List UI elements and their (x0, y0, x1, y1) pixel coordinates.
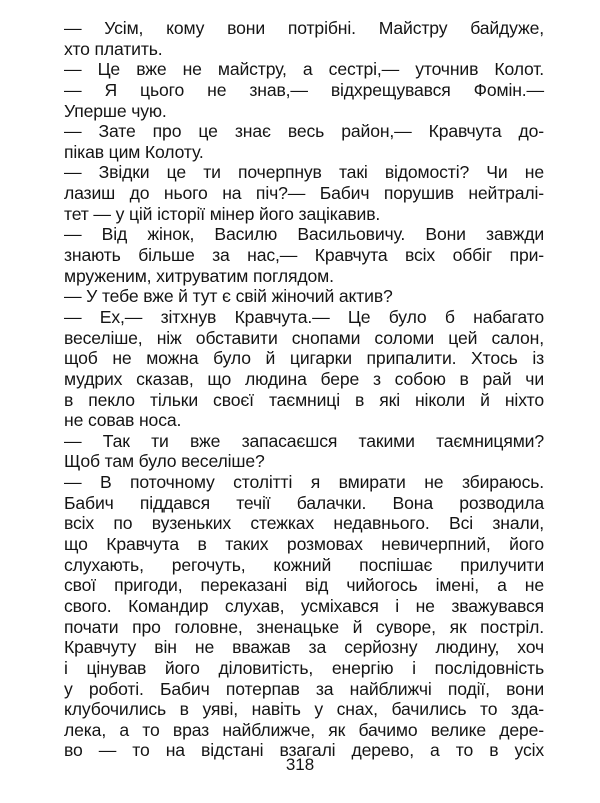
text-line: пікав цим Колоту. (64, 141, 204, 162)
text-line: хто платить. (64, 38, 163, 59)
page-body (64, 18, 544, 761)
text-line: мруженим, хитруватим поглядом. (64, 265, 334, 286)
text-line: Бабич піддався течії балачки. Вона розводила (64, 492, 544, 513)
page-number: 318 (285, 755, 315, 774)
text-line: всіх по вузеньких стежках недавнього. Всі знали, (64, 513, 544, 534)
text-line: — Це вже не майстру, а сестрі,— уточнив Колот. (64, 59, 544, 80)
text-line: лека, а то враз найближче, як бачимо велике дере- (64, 719, 544, 740)
text-line: в пекло тільки своєї таємниці в які ніколи й ніхто (64, 389, 544, 410)
text-line: мудрих сказав, що людина бере з собою в рай чи (64, 368, 544, 389)
text-line: Кравчуту він не вважав за серйозну людину, хоч (64, 637, 544, 658)
text-line: не совав носа. (64, 410, 182, 431)
text-line: тет — у цій історії мінер його зацікавив. (64, 203, 381, 224)
text-line: — В поточному столітті я вмирати не збираюсь. (64, 472, 544, 493)
text-line: свого. Командир слухав, усміхався і не зважувався (64, 595, 544, 616)
text-line: у роботі. Бабич потерпав за найближчі події, вони (64, 678, 544, 699)
text-line: знають більше за нас,— Кравчута всіх оббіг при- (64, 245, 544, 266)
text-line: во — то на відстані взагалі дерево, а то в усіх (64, 740, 544, 761)
text-line: слухають, регочуть, кожний поспішає прилучити (64, 554, 544, 575)
text-line: лазиш до нього на піч?— Бабич порушив нейтралі- (64, 183, 544, 204)
text-line: Щоб там було веселіше? (64, 451, 265, 472)
text-line: клубочились в уяві, навіть у снах, бачились то зда- (64, 699, 544, 720)
text-line: почати про головне, зненацьке й суворе, як постріл. (64, 616, 544, 637)
text-line: — Ех,— зітхнув Кравчута.— Це було б набагато (64, 306, 544, 327)
text-line: — У тебе вже й тут є свій жіночий актив? (64, 286, 393, 307)
text-line: що Кравчута в таких розмовах невичерпний, його (64, 534, 544, 555)
text-line: веселіше, ніж обставити снопами соломи цей салон, (64, 327, 544, 348)
text-line: — Я цього не знав,— відхрещувався Фомін.— (64, 79, 544, 100)
text-line: — Зате про це знає весь район,— Кравчута до- (64, 121, 544, 142)
text-line: — Від жінок, Василю Васильовичу. Вони завжди (64, 224, 544, 245)
text-line: — Звідки це ти почерпнув такі відомості? Чи не (64, 162, 544, 183)
text-line: і цінував його діловитість, енергію і послідовність (64, 657, 544, 678)
text-line: — Усім, кому вони потрібні. Майстру байдуже, (64, 18, 544, 38)
text-line: Уперше чую. (64, 100, 167, 121)
text-line: свої пригоди, переказані від чийогось імені, а не (64, 575, 544, 596)
text-line: — Так ти вже запасаєшся такими таємницями? (64, 430, 544, 451)
text-line: щоб не можна було й цигарки припалити. Хтось із (64, 348, 544, 369)
